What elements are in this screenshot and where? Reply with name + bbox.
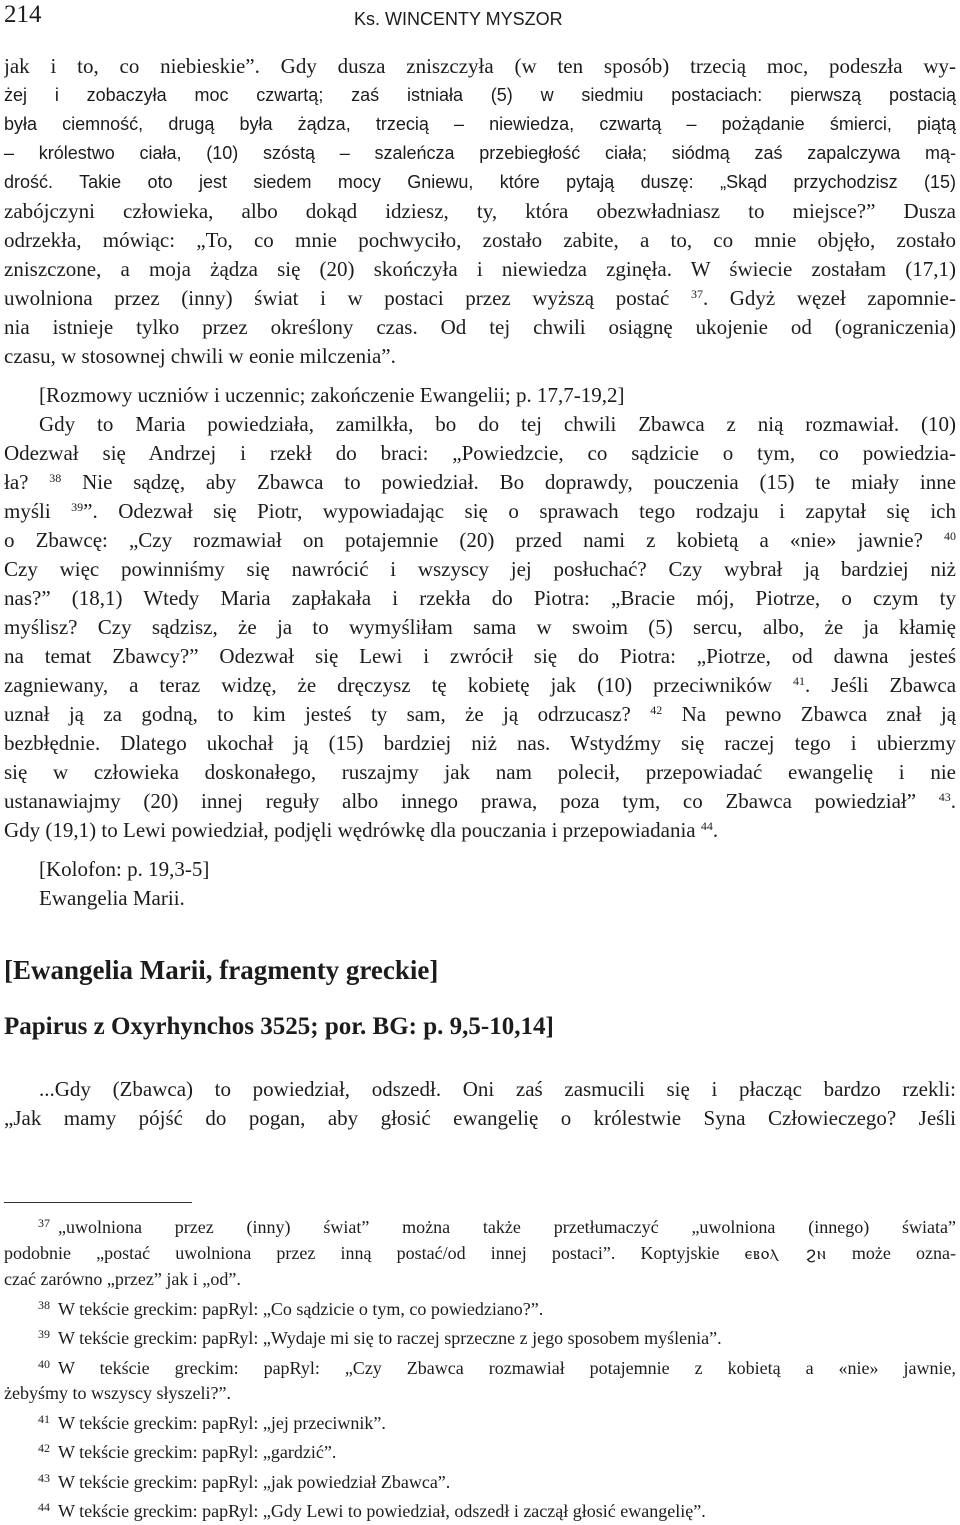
footnote-text: W tekście greckim: papRyl: „Czy Zbawca rozmawiał potajemnie z kobietą a «nie» jawnie,	[58, 1357, 956, 1378]
text-line: jak i to, co niebieskie”. Gdy dusza zniszczyła (w ten sposób) trzecią moc, podeszła wy-	[4, 54, 956, 78]
text-line: myślisz? Czy sądzisz, że ja to wymyśliłam sama w swoim (5) sercu, albo, że ja kłamię	[4, 615, 956, 639]
text-segment: Na pewno Zbawca znał ją	[681, 702, 956, 726]
text-line	[4, 284, 956, 313]
footnote-text: W tekście greckim: papRyl: „jak powiedział Zbawca”.	[58, 1471, 451, 1492]
section-marker: [Rozmowy uczniów i uczennic; zakończenie Ewangelii; p. 17,7-19,2]	[39, 383, 625, 407]
footnote-number: 40	[38, 1356, 50, 1371]
footnote-42	[4, 1436, 956, 1466]
text-line: na temat Zbawcy?” Odezwał się Lewi i zwrócił się do Piotra: „Piotrze, od dawna jesteś	[4, 644, 956, 668]
text-segment: ustanawiajmy (20) innej reguły albo innego prawa, poza tym, co Zbawca powiedział”	[4, 789, 917, 813]
running-head	[4, 0, 956, 40]
running-title: Ks. WINCENTY MYSZOR	[354, 9, 563, 29]
text-segment: myśli	[4, 499, 51, 523]
text-line: odrzekła, mówiąc: „To, co mnie pochwyciło, zostało zabite, a to, co mnie objęło, zostało	[4, 228, 956, 252]
text-segment: .	[950, 789, 956, 813]
text-segment: ”. Odezwał się Piotr, wypowiadając się o sprawach tego rodzaju i zapytał się ich	[83, 499, 956, 523]
text-line	[4, 526, 956, 555]
footnote-ref[interactable]: 39	[71, 500, 84, 514]
footnote-37-cont: czać zarówno „przez” jak i „od”.	[4, 1269, 241, 1289]
text-line: – królestwo ciała, (10) szóstą – szaleńcza przebiegłość ciała; siódmą zaś zapalczywa mą-	[4, 143, 956, 163]
text-segment: uwolniona przez (inny) świat i w postaci przez wyższą postać	[4, 286, 670, 310]
footnote-ref[interactable]: 43	[938, 790, 951, 804]
section-heading: [Ewangelia Marii, fragmenty greckie]	[4, 955, 439, 985]
footnote-ref[interactable]: 41	[793, 674, 806, 688]
footnote-44	[4, 1495, 956, 1525]
page-number: 214	[4, 1, 42, 28]
footnote-ref[interactable]: 42	[650, 703, 663, 717]
footnote-37-cont	[4, 1241, 956, 1268]
footnote-40-cont: żebyśmy to wszyscy słyszeli?”.	[4, 1383, 231, 1403]
text-line	[4, 468, 956, 497]
footnote-number: 39	[38, 1327, 50, 1341]
footnote-40	[4, 1352, 956, 1382]
section-subheading: Papirus z Oxyrhynchos 3525; por. BG: p. 9,5-10,14]	[4, 1013, 554, 1040]
text-line: czasu, w stosownej chwili w eonie milczenia”.	[4, 344, 396, 368]
footnote-ref[interactable]: 38	[49, 471, 62, 485]
coptic-phrase: ⲉⲃⲟⲗ ϩⲛ	[744, 1243, 827, 1264]
text-segment: o Zbawcę: „Czy rozmawiał on potajemnie (20) przed nami z kobietą a «nie» jawnie?	[4, 528, 923, 552]
footnote-number: 41	[38, 1411, 50, 1426]
paragraph-disciples-dialogue	[4, 410, 956, 845]
text-segment: zagniewany, a teraz widzę, że dręczysz tę kobietę jak (10) przeciwników	[4, 673, 773, 697]
text-line: zniszczone, a moja żądza się (20) skończyła i niewiedza zginęła. W świecie zostałam (17,1)	[4, 257, 956, 281]
text-line	[4, 816, 956, 845]
footnote-text: W tekście greckim: papRyl: „Wydaje mi się to raczej sprzeczne z jego sposobem myślenia”.	[58, 1328, 722, 1348]
footnote-39	[4, 1322, 956, 1352]
footnote-text: W tekście greckim: papRyl: „Co sądzicie o tym, co powiedziano?”.	[58, 1298, 544, 1319]
footnote-number: 37	[38, 1216, 50, 1230]
text-segment: Nie sądzę, aby Zbawca to powiedział. Bo doprawdy, pouczenia (15) te miały inne	[82, 470, 956, 494]
footnote-number: 43	[38, 1470, 50, 1485]
text-segment: . Jeśli Zbawca	[805, 673, 956, 697]
footnote-number: 38	[38, 1297, 50, 1312]
footnote-text: W tekście greckim: papRyl: „Gdy Lewi to powiedział, odszedł i zaczął głosić ewangelię”.	[58, 1501, 706, 1521]
text-line: bezbłędnie. Dlatego ukochał ją (15) bardziej niż nas. Wstydźmy się raczej tego i ubierzmy	[4, 731, 956, 755]
text-line: się w człowieka doskonałego, ruszajmy jak nam polecił, przepowiadać ewangelię i nie	[4, 760, 956, 784]
text-line: była ciemność, drugą była żądza, trzecią – niewiedza, czwartą – pożądanie śmierci, piątą	[4, 114, 956, 134]
footnote-38	[4, 1293, 956, 1323]
text-segment: Gdy (19,1) to Lewi powiedział, podjęli wędrówkę dla pouczania i przepowiadania	[4, 818, 696, 842]
footnote-text: W tekście greckim: papRyl: „jej przeciwnik”.	[58, 1412, 386, 1433]
footnote-number: 42	[38, 1441, 50, 1455]
paragraph-greek-fragment	[4, 1075, 956, 1133]
text-line: Czy więc powinniśmy się nawrócić i wszyscy jej posłuchać? Czy wybrał ją bardziej niż	[4, 557, 956, 581]
text-line: nas?” (18,1) Wtedy Maria zapłakała i rzekła do Piotra: „Bracie mój, Piotrze, o czym ty	[4, 586, 956, 610]
text-line: drość. Takie oto jest siedem mocy Gniewu, które pytają duszę: „Skąd przychodzisz (15)	[4, 172, 956, 192]
colophon-marker: [Kolofon: p. 19,3-5]	[39, 857, 210, 881]
footnote-43	[4, 1466, 956, 1496]
text-line: zabójczyni człowieka, albo dokąd idziesz, ty, która obezwładniasz to miejsce?” Dusza	[4, 199, 956, 223]
text-line: ...Gdy (Zbawca) to powiedział, odszedł. Oni zaś zasmucili się i płacząc bardzo rzekli:	[39, 1077, 956, 1101]
footnote-number: 44	[38, 1500, 50, 1514]
text-segment: .	[712, 818, 719, 842]
text-line: Gdy to Maria powiedziała, zamilkła, bo do tej chwili Zbawca z nią rozmawiał. (10)	[39, 412, 956, 436]
text-line: „Jak mamy pójść do pogan, aby głosić ewangelię o królestwie Syna Człowieczego? Jeśli	[4, 1106, 956, 1130]
text-line: nia istnieje tylko przez określony czas. Od tej chwili osiągnę ukojenie od (ograniczenia)	[4, 315, 956, 339]
text-segment: ła?	[4, 470, 29, 494]
footnote-text: może ozna-	[851, 1242, 956, 1263]
text-segment: . Gdyż węzeł zapomnie-	[702, 286, 956, 310]
footnote-text: „uwolniona przez (inny) świat” można także przetłumaczyć „uwolniona (innego) świata”	[58, 1217, 956, 1237]
footnote-text: podobnie „postać uwolniona przez inną postać/od innej postaci”. Koptyjskie	[4, 1242, 720, 1263]
paragraph-soul-ascent	[4, 52, 956, 371]
text-line	[4, 497, 956, 526]
text-segment: uznał ją za godną, to kim jesteś ty sam, że ją odrzucasz?	[4, 702, 631, 726]
footnote-rule	[4, 1202, 192, 1203]
footnote-text: W tekście greckim: papRyl: „gardzić”.	[58, 1442, 337, 1462]
text-line	[4, 671, 956, 700]
main-text	[4, 52, 956, 1133]
footnote-ref[interactable]: 40	[944, 529, 956, 543]
footnote-37	[4, 1211, 956, 1241]
footnote-ref[interactable]: 44	[700, 819, 713, 833]
text-line	[4, 700, 956, 729]
text-line	[4, 787, 956, 816]
footnote-41	[4, 1407, 956, 1437]
footnotes	[4, 1202, 956, 1525]
text-line: Odezwał się Andrzej i rzekł do braci: „Powiedzcie, co sądzicie o tym, co powiedzia-	[4, 441, 956, 465]
colophon-title: Ewangelia Marii.	[39, 886, 185, 910]
text-line: żej i zobaczyła moc czwartą; zaś istniała (5) w siedmiu postaciach: pierwszą postacią	[4, 85, 956, 105]
footnote-ref[interactable]: 37	[690, 287, 703, 301]
